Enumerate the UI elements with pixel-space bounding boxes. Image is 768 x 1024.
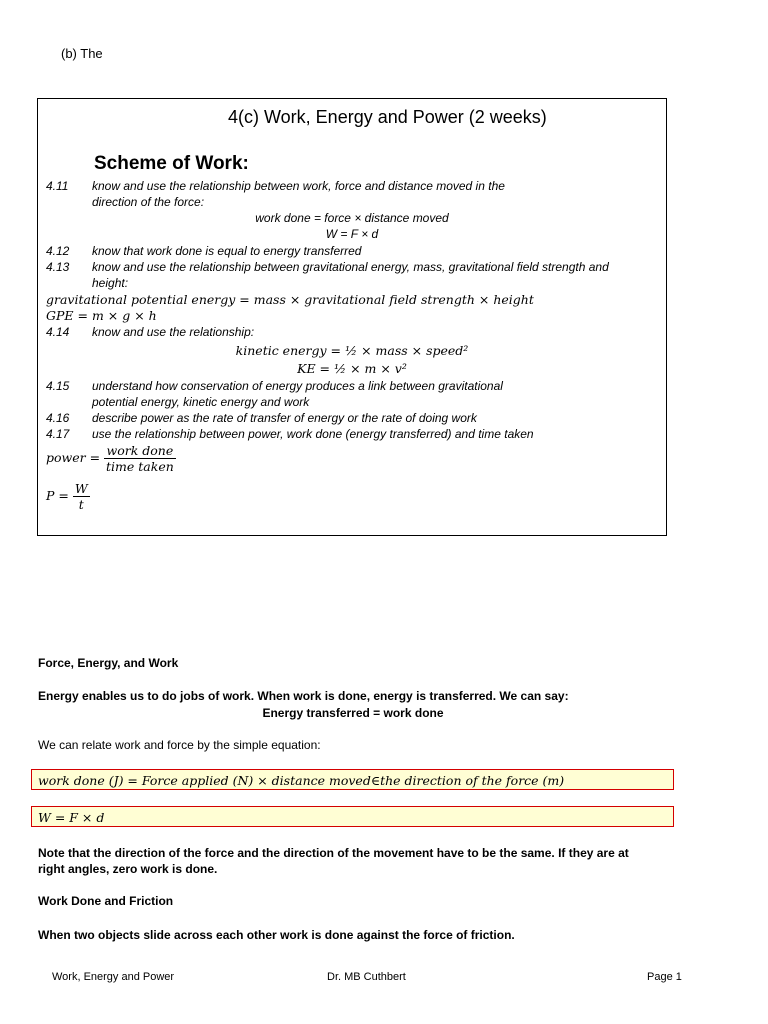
equation: work done = force × distance moved [255,211,449,225]
paragraph-text: We can relate work and force by the simple equation: [38,738,321,752]
item-text: potential energy, kinetic energy and work [92,395,310,409]
item-text: know and use the relationship between gravitational energy, mass, gravitational field strength and [92,260,609,274]
p-fraction [73,481,90,512]
section-heading: Force, Energy, and Work [38,656,179,670]
fraction-numerator: W [74,481,88,496]
item-number: 4.13 [46,260,70,274]
scheme-of-work-box [37,98,667,536]
equation: KE = ½ × m × v² [297,361,407,376]
p-lhs: P = [46,488,69,503]
fraction-denominator: t [78,497,84,512]
section-heading: Work Done and Friction [38,894,174,908]
lead-text: (b) The [61,46,103,61]
item-number: 4.15 [46,379,70,393]
note-text: right angles, zero work is done. [38,862,218,876]
item-text: height: [92,276,129,290]
footer-page-number: Page 1 [647,971,682,983]
item-number: 4.12 [46,244,70,258]
item-text: know and use the relationship: [92,325,255,339]
paragraph-text: When two objects slide across each other work is done against the force of friction. [38,928,515,942]
item-number: 4.11 [46,179,69,193]
highlighted-equation-box [31,769,674,790]
paragraph-text: Energy enables us to do jobs of work. When work is done, energy is transferred. We can say: [38,689,569,703]
paragraph [38,689,569,703]
footer-left: Work, Energy and Power [52,971,175,983]
item-text: understand how conservation of energy produces a link between gravitational [92,379,503,393]
item-number: 4.14 [46,325,70,339]
equation: gravitational potential energy = mass × gravitational field strength × height [46,292,534,307]
power-equation [46,443,176,474]
fraction-numerator: work done [104,443,176,459]
scheme-heading: Scheme of Work: [94,153,249,174]
centered-statement: Energy transferred = work done [262,706,444,720]
item-text: use the relationship between power, work done (energy transferred) and time taken [92,427,534,441]
work-equation: work done (J) = Force applied (N) × distance moved∈the direction of the force (m) [38,773,565,788]
fraction-denominator: time taken [106,459,174,474]
item-number: 4.17 [46,427,70,441]
item-text: know and use the relationship between work, force and distance moved in the [92,179,505,193]
item-text: know that work done is equal to energy transferred [92,244,362,258]
box-title: 4(c) Work, Energy and Power (2 weeks) [228,107,547,127]
item-text: describe power as the rate of transfer of energy or the rate of doing work [92,411,477,425]
equation: kinetic energy = ½ × mass × speed² [235,343,469,358]
power-fraction [104,443,176,474]
note-text: Note that the direction of the force and the direction of the movement have to be the same. If they are at [38,846,629,860]
item-number: 4.16 [46,411,70,425]
item-text: direction of the force: [92,195,205,209]
work-equation-short: W = F × d [38,810,105,825]
equation: W = F × d [325,227,379,241]
footer-center: Dr. MB Cuthbert [327,971,406,983]
power-lhs: power = [46,450,101,465]
p-equation [46,481,90,512]
equation: GPE = m × g × h [46,308,157,323]
highlighted-equation-box [31,806,674,827]
